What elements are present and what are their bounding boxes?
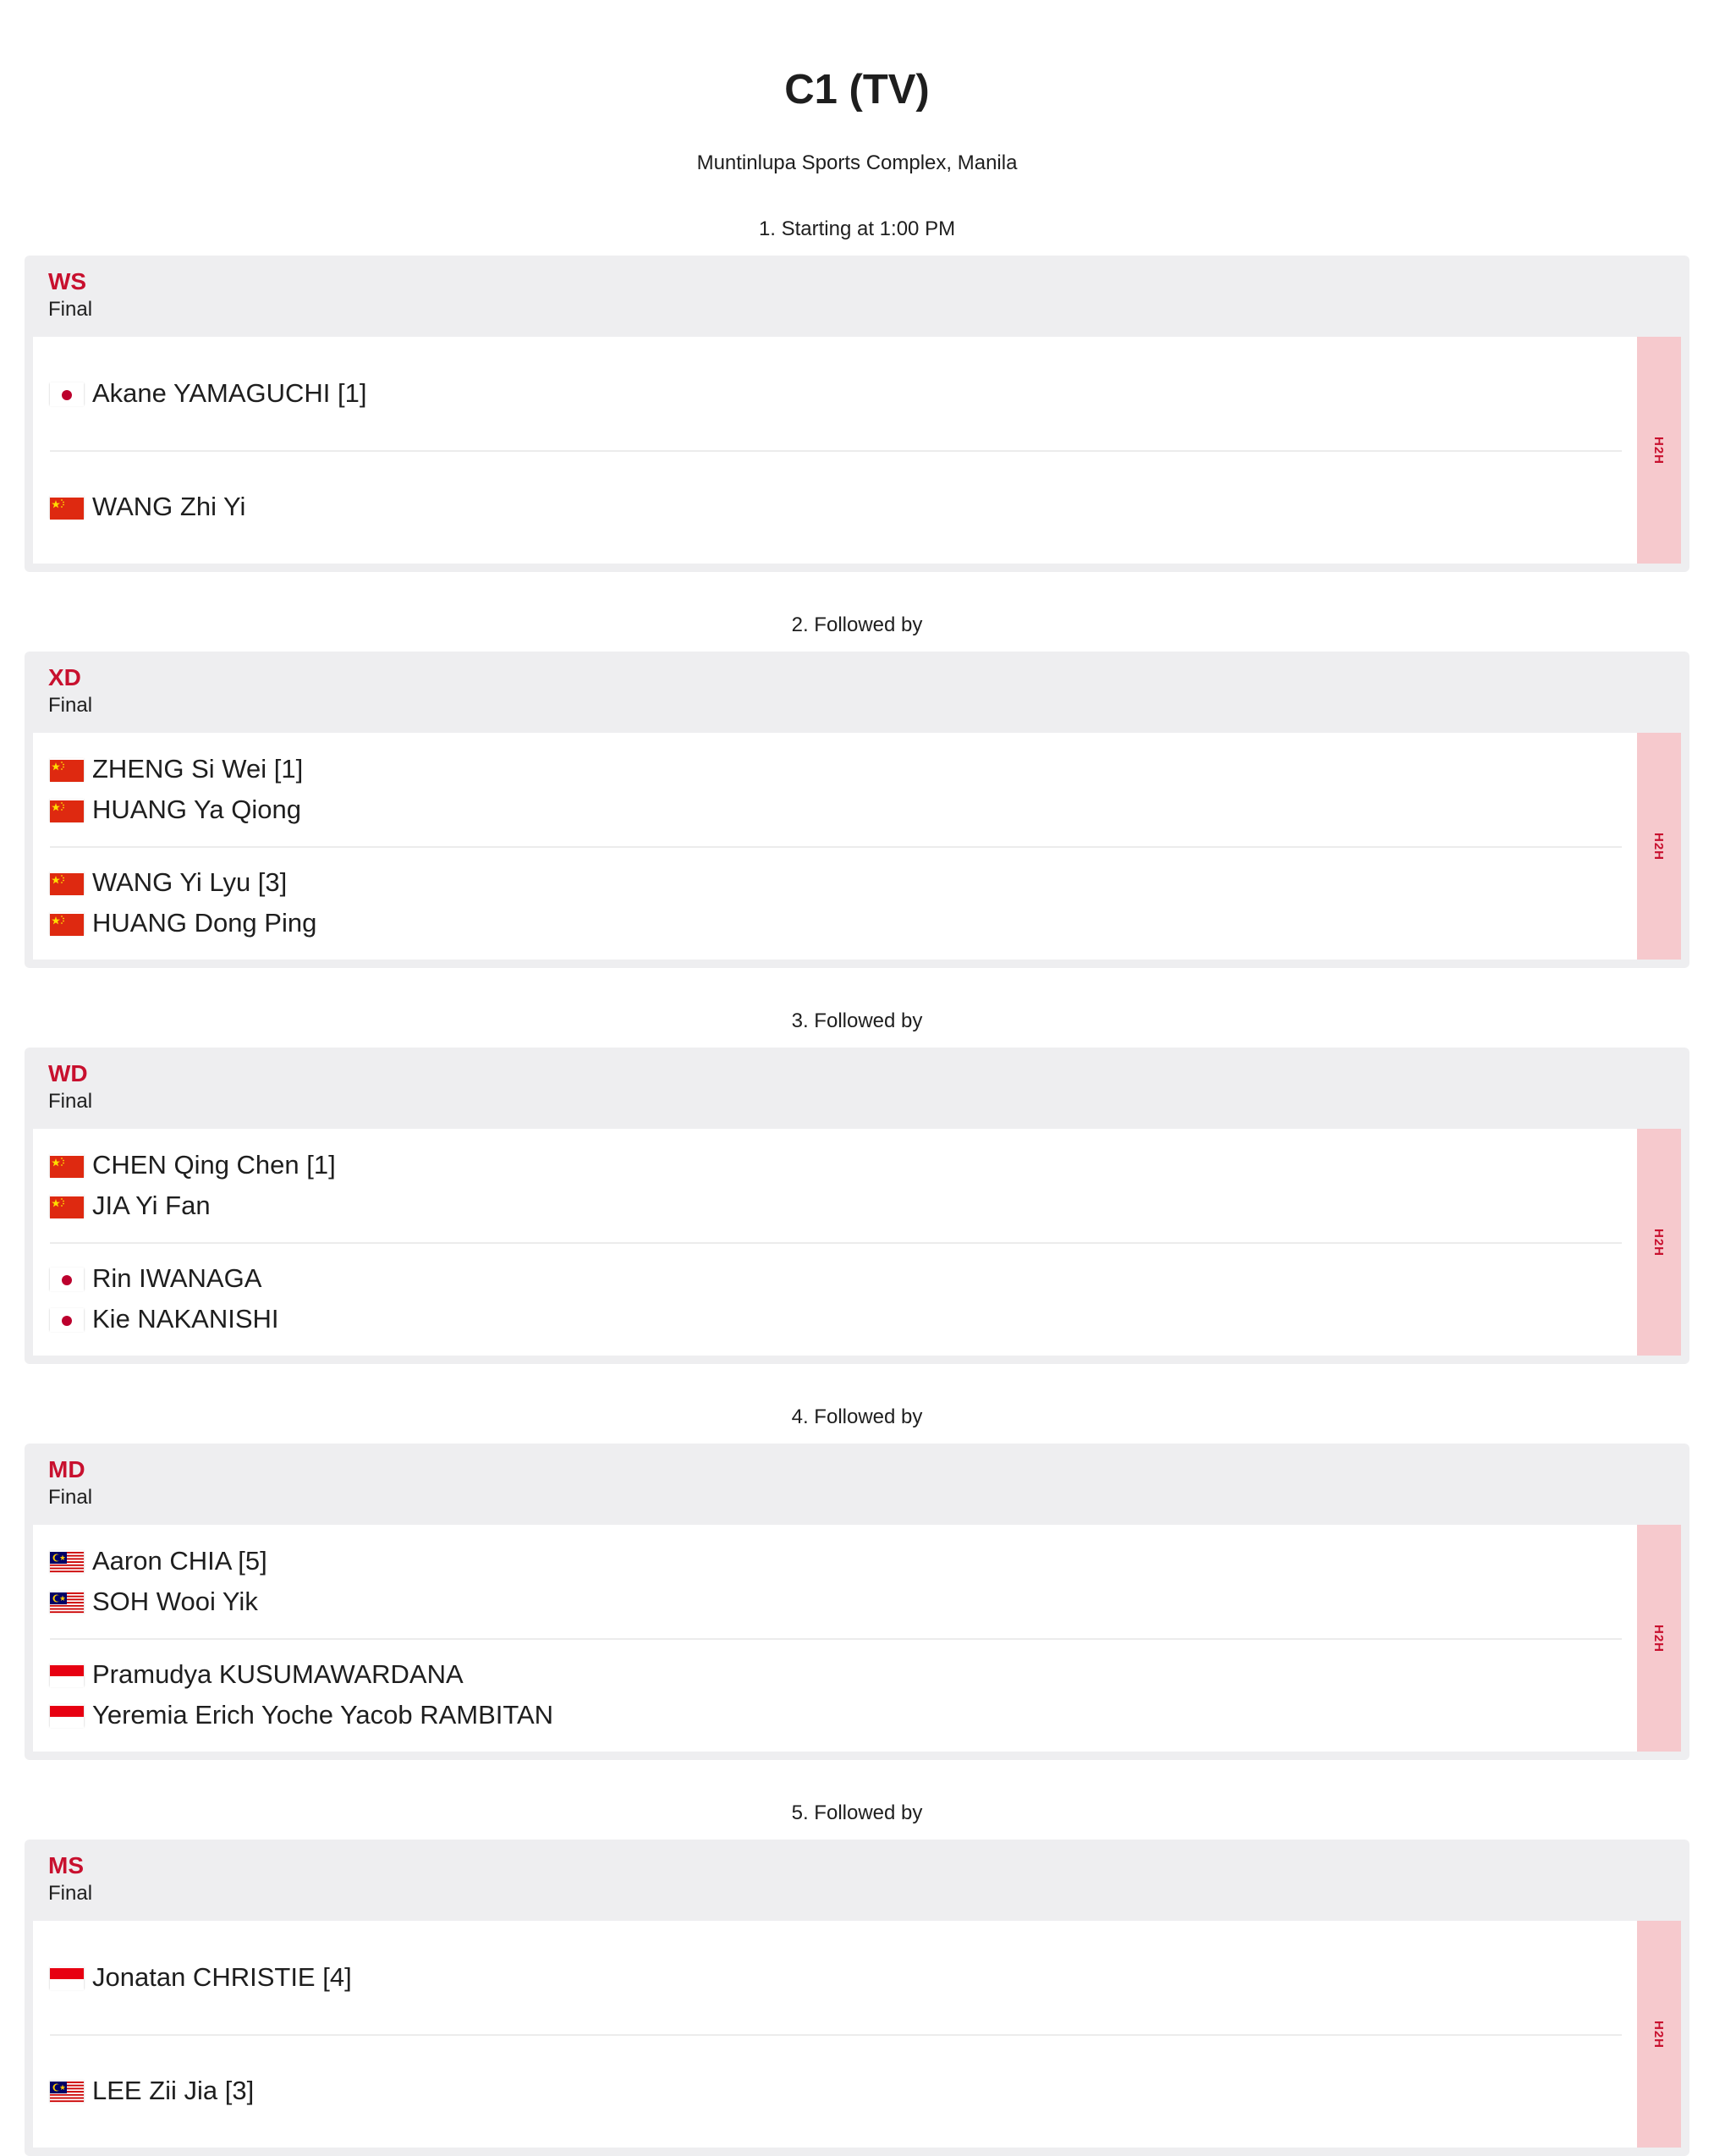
player-name[interactable]: Yeremia Erich Yoche Yacob RAMBITAN <box>92 1700 554 1730</box>
player-row[interactable] <box>50 789 1622 830</box>
indonesia-flag-icon <box>50 1704 84 1726</box>
player-name[interactable]: HUANG Dong Ping <box>92 908 317 938</box>
malaysia-flag-icon <box>50 1591 84 1613</box>
team-bottom <box>50 846 1622 960</box>
player-name[interactable]: Pramudya KUSUMAWARDANA <box>92 1659 464 1689</box>
player-name[interactable]: JIA Yi Fan <box>92 1191 211 1220</box>
h2h-button[interactable] <box>1637 337 1681 564</box>
player-name[interactable]: SOH Wooi Yik <box>92 1587 258 1616</box>
h2h-label: H2H <box>1651 436 1667 465</box>
japan-flag-icon <box>50 382 84 404</box>
malaysia-flag-icon <box>50 1550 84 1572</box>
team-bottom <box>50 450 1622 564</box>
event-code: WS <box>48 268 87 294</box>
china-flag-icon <box>50 1154 84 1176</box>
h2h-button[interactable] <box>1637 1129 1681 1356</box>
player-name[interactable]: LEE Zii Jia [3] <box>92 2076 255 2105</box>
team-bottom <box>50 2034 1622 2148</box>
match-card <box>25 1840 1689 2156</box>
match-body <box>33 337 1681 564</box>
player-name[interactable]: Akane YAMAGUCHI [1] <box>92 378 367 408</box>
indonesia-flag-icon <box>50 1966 84 1988</box>
match-body <box>33 1525 1681 1752</box>
player-name[interactable]: Aaron CHIA [5] <box>92 1546 267 1576</box>
event-code: MS <box>48 1852 84 1878</box>
match-slot-label: 4. Followed by <box>791 1405 923 1428</box>
player-row[interactable] <box>50 1541 1622 1581</box>
round-label: Final <box>48 298 93 321</box>
round-label: Final <box>48 694 93 717</box>
event-code: XD <box>48 664 81 690</box>
player-row[interactable] <box>50 903 1622 943</box>
player-row[interactable] <box>50 1581 1622 1622</box>
china-flag-icon <box>50 758 84 780</box>
china-flag-icon <box>50 496 84 518</box>
player-row[interactable] <box>50 1299 1622 1339</box>
h2h-button[interactable] <box>1637 1525 1681 1752</box>
venue-label: Muntinlupa Sports Complex, Manila <box>696 151 1018 174</box>
china-flag-icon <box>50 872 84 894</box>
player-row[interactable] <box>50 1695 1622 1735</box>
h2h-label: H2H <box>1651 832 1667 861</box>
player-name[interactable]: CHEN Qing Chen [1] <box>92 1150 336 1180</box>
match-card <box>25 256 1689 572</box>
h2h-label: H2H <box>1651 1624 1667 1653</box>
match-card <box>25 1444 1689 1760</box>
indonesia-flag-icon <box>50 1664 84 1686</box>
match-body <box>33 1921 1681 2148</box>
match-header <box>33 1444 1681 1525</box>
event-code: WD <box>48 1060 88 1086</box>
match-slot-label: 1. Starting at 1:00 PM <box>758 217 956 240</box>
team-top <box>50 337 1622 452</box>
team-top <box>50 1921 1622 2036</box>
h2h-label: H2H <box>1651 2020 1667 2049</box>
player-name[interactable]: Kie NAKANISHI <box>92 1304 279 1334</box>
team-top <box>50 733 1622 848</box>
match-header <box>33 652 1681 733</box>
h2h-button[interactable] <box>1637 1921 1681 2148</box>
player-row[interactable] <box>50 1654 1622 1695</box>
player-row[interactable] <box>50 373 1622 414</box>
player-row[interactable] <box>50 1145 1622 1185</box>
h2h-button[interactable] <box>1637 733 1681 960</box>
player-row[interactable] <box>50 2071 1622 2111</box>
player-name[interactable]: HUANG Ya Qiong <box>92 795 301 824</box>
malaysia-flag-icon <box>50 2080 84 2102</box>
h2h-label: H2H <box>1651 1228 1667 1257</box>
player-name[interactable]: ZHENG Si Wei [1] <box>92 754 304 784</box>
match-slot-label: 2. Followed by <box>791 613 923 636</box>
match-body <box>33 733 1681 960</box>
round-label: Final <box>48 1090 93 1113</box>
player-name[interactable]: WANG Yi Lyu [3] <box>92 867 288 897</box>
match-slot-label: 3. Followed by <box>791 1009 923 1032</box>
team-top <box>50 1129 1622 1244</box>
match-header <box>33 256 1681 337</box>
match-card <box>25 1048 1689 1364</box>
japan-flag-icon <box>50 1268 84 1290</box>
match-body <box>33 1129 1681 1356</box>
player-name[interactable]: Rin IWANAGA <box>92 1263 262 1293</box>
match-list <box>0 217 1714 2156</box>
team-bottom <box>50 1242 1622 1356</box>
event-code: MD <box>48 1456 85 1482</box>
japan-flag-icon <box>50 1308 84 1330</box>
player-row[interactable] <box>50 749 1622 789</box>
match-header <box>33 1840 1681 1921</box>
china-flag-icon <box>50 799 84 821</box>
round-label: Final <box>48 1882 93 1905</box>
team-top <box>50 1525 1622 1640</box>
player-row[interactable] <box>50 1258 1622 1299</box>
player-row[interactable] <box>50 1957 1622 1998</box>
round-label: Final <box>48 1486 93 1509</box>
player-name[interactable]: Jonatan CHRISTIE [4] <box>92 1962 352 1992</box>
team-bottom <box>50 1638 1622 1752</box>
match-card <box>25 652 1689 968</box>
china-flag-icon <box>50 1195 84 1217</box>
match-header <box>33 1048 1681 1129</box>
player-row[interactable] <box>50 487 1622 527</box>
player-row[interactable] <box>50 1185 1622 1226</box>
match-slot-label: 5. Followed by <box>791 1801 923 1824</box>
player-name[interactable]: WANG Zhi Yi <box>92 492 246 521</box>
player-row[interactable] <box>50 862 1622 903</box>
court-title: C1 (TV) <box>784 67 930 113</box>
china-flag-icon <box>50 912 84 934</box>
